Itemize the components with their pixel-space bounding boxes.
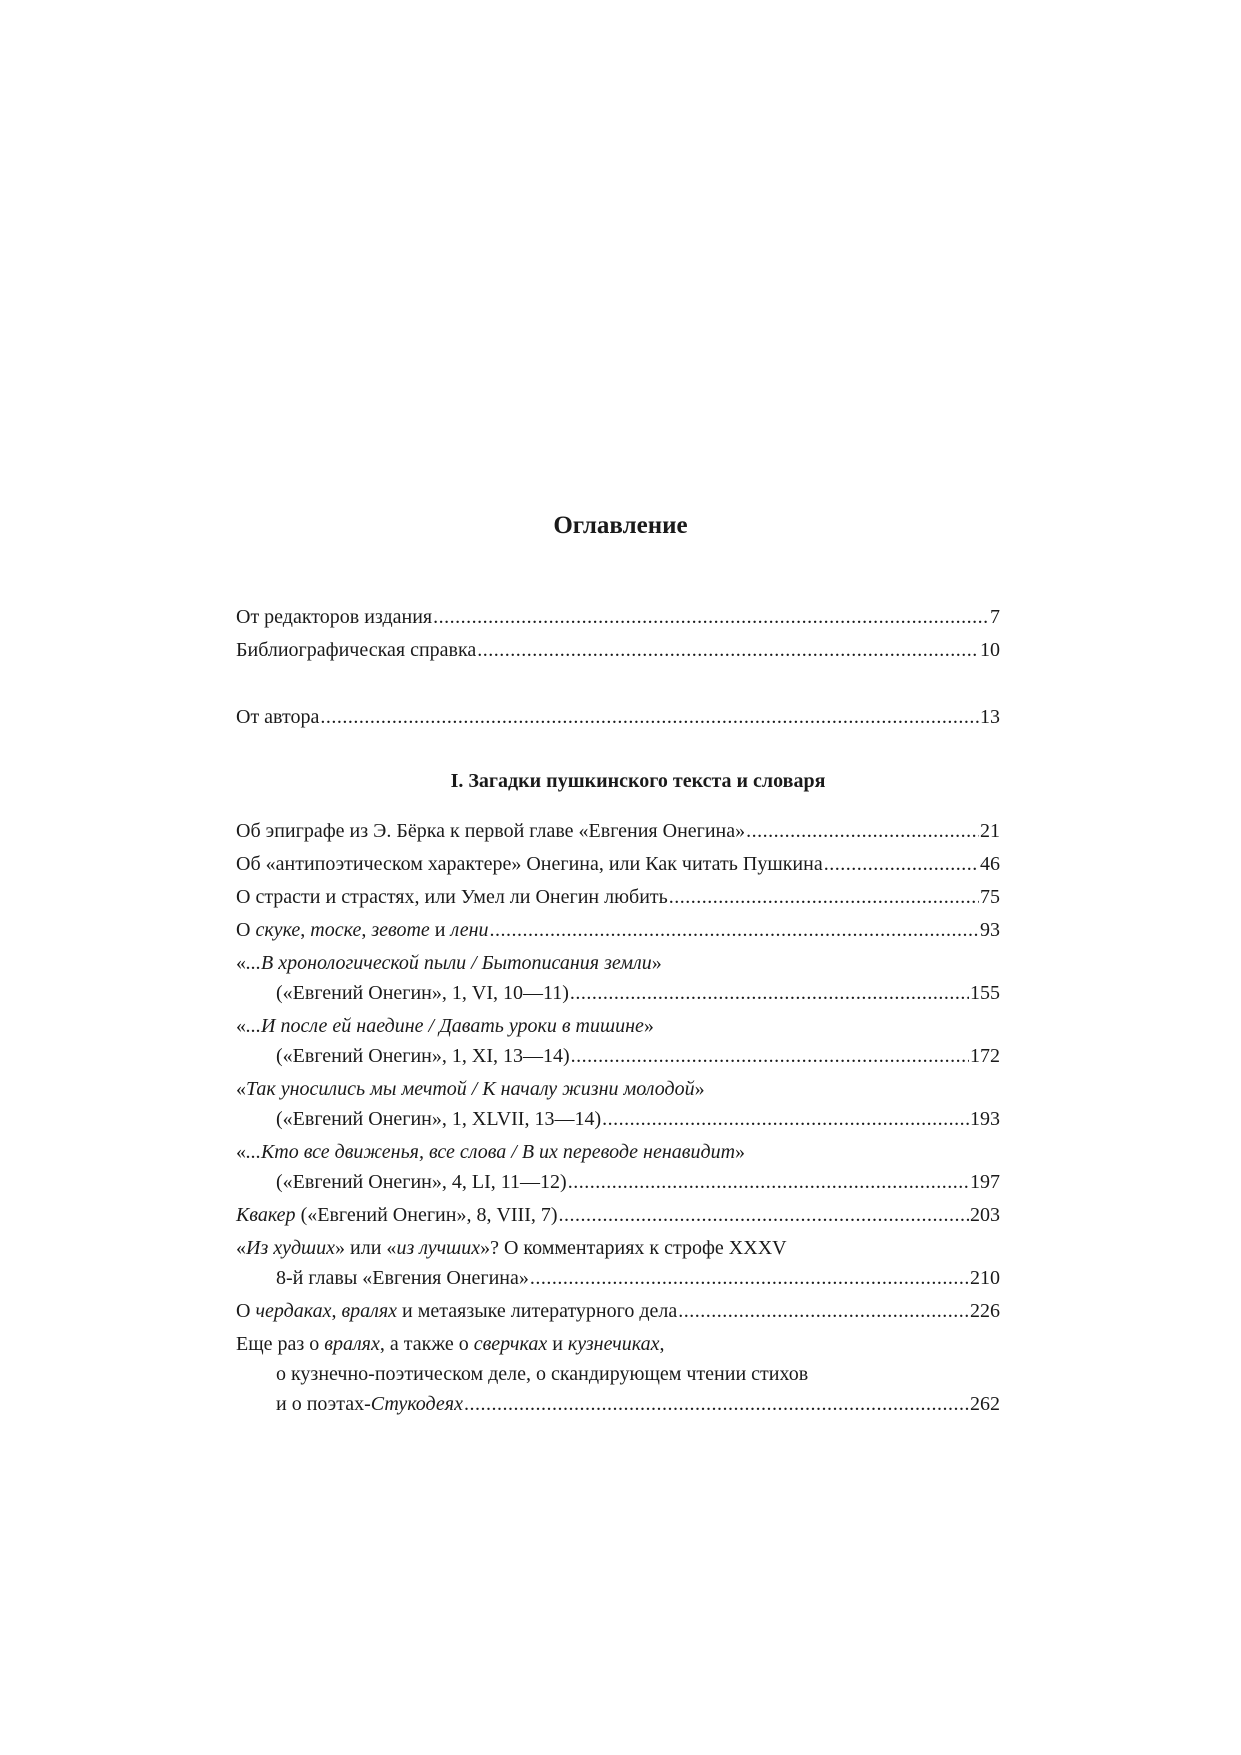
entry-text: («Евгений Онегин», 4, LI, 11—12)	[276, 1171, 567, 1193]
toc-entry[interactable]	[236, 849, 1000, 879]
entry-text: От редакторов издания	[236, 606, 433, 628]
toc-entry-line	[236, 1137, 1000, 1167]
section-entries-list	[236, 816, 1000, 1419]
dot-leader	[433, 602, 989, 632]
toc-entry-title	[276, 1389, 463, 1419]
toc-entry-line	[236, 1263, 1000, 1293]
entry-text: («Евгений Онегин», 8, VIII, 7)	[295, 1204, 558, 1226]
entry-text: и о поэтах-	[276, 1393, 371, 1415]
toc-entry-line	[236, 1011, 1000, 1041]
dot-leader	[477, 635, 979, 665]
toc-entry-title	[276, 1104, 601, 1134]
toc-page-number: 75	[980, 886, 1000, 908]
toc-entry-title	[236, 602, 432, 632]
entry-text: «	[236, 1237, 246, 1259]
entry-text: О	[236, 919, 256, 941]
toc-page-number: 262	[970, 1393, 1000, 1415]
dot-leader	[571, 1041, 969, 1071]
entry-text-italic: тоске	[310, 919, 362, 941]
toc-page-number: 193	[970, 1108, 1000, 1130]
dot-leader	[530, 1263, 969, 1293]
spacer	[236, 665, 1000, 702]
dot-leader	[746, 816, 979, 846]
dot-leader	[320, 702, 979, 732]
entry-text: о кузнечно-поэтическом деле, о скандирующем чтении стихов	[276, 1363, 809, 1385]
toc-entry-title	[236, 1296, 677, 1326]
entry-text-italic: скуке	[255, 919, 301, 941]
toc-entry-title	[236, 882, 668, 912]
toc-entry[interactable]	[236, 1011, 1000, 1071]
toc-entry[interactable]	[236, 948, 1000, 1008]
toc-page-number: 155	[970, 982, 1000, 1004]
entry-text: » или «	[335, 1237, 397, 1259]
section-heading: I. Загадки пушкинского текста и словаря	[450, 770, 826, 792]
dot-leader	[602, 1104, 969, 1134]
toc-entry-line	[236, 1041, 1000, 1071]
entry-text-italic: ...И после ей наедине / Давать уроки в тишине	[246, 1015, 644, 1037]
front-matter-list	[236, 602, 1000, 732]
toc-entry-line	[236, 948, 1000, 978]
toc-entry-title	[236, 915, 489, 945]
entry-text: , а также о	[379, 1333, 474, 1355]
toc-entry-title	[276, 978, 569, 1008]
toc-entry[interactable]	[236, 635, 1000, 665]
toc-entry[interactable]	[236, 882, 1000, 912]
entry-text: «	[236, 952, 246, 974]
toc-entry-line	[236, 702, 1000, 732]
entry-text: ,	[361, 919, 372, 941]
toc-page-number: 93	[980, 919, 1000, 941]
spacer	[236, 796, 1000, 816]
entry-text-italic: Квакер	[236, 1204, 296, 1226]
entry-text: »	[651, 952, 662, 974]
entry-text-italic: Так уносились мы мечтой / К началу жизни молодой	[246, 1078, 695, 1100]
toc-entry[interactable]	[236, 1296, 1000, 1326]
entry-text: и метаязыке литературного дела	[397, 1300, 678, 1322]
toc-entry-line	[236, 882, 1000, 912]
entry-text-italic: зевоте	[371, 919, 430, 941]
entry-text: ,	[300, 919, 311, 941]
toc-entry[interactable]	[236, 1329, 1000, 1419]
table-of-contents	[236, 602, 1000, 1419]
toc-entry[interactable]	[236, 816, 1000, 846]
entry-text: «	[236, 1078, 246, 1100]
dot-leader	[570, 978, 969, 1008]
toc-entry-line	[236, 1200, 1000, 1230]
entry-text: Библиографическая справка	[236, 639, 477, 661]
entry-text: »	[643, 1015, 654, 1037]
toc-entry-line	[236, 1104, 1000, 1134]
entry-text: О	[236, 1300, 256, 1322]
toc-page-number: 10	[980, 639, 1000, 661]
entry-text: («Евгений Онегин», 1, VI, 10—11)	[276, 982, 569, 1004]
toc-entry-line	[236, 635, 1000, 665]
dot-leader	[464, 1389, 969, 1419]
entry-text: »	[735, 1141, 746, 1163]
toc-entry-line	[236, 849, 1000, 879]
entry-text: От автора	[236, 706, 320, 728]
entry-text-italic: ...Кто все движенья, все слова / В их переводе ненавидит	[246, 1141, 736, 1163]
entry-text: О страсти и страстях, или Умел ли Онегин любить	[236, 886, 668, 908]
toc-entry-line	[236, 1233, 1000, 1263]
entry-text: («Евгений Онегин», 1, XI, 13—14)	[276, 1045, 570, 1067]
entry-text: Еще раз о	[236, 1333, 325, 1355]
entry-text: «	[236, 1141, 246, 1163]
toc-entry[interactable]	[236, 1200, 1000, 1230]
toc-page-number: 13	[980, 706, 1000, 728]
toc-entry-line	[236, 1074, 1000, 1104]
entry-text-italic: ...В хронологической пыли / Бытописания земли	[246, 952, 652, 974]
toc-entry-line	[236, 1296, 1000, 1326]
entry-text-italic: Из худших	[246, 1237, 336, 1259]
dot-leader	[678, 1296, 969, 1326]
dot-leader	[669, 882, 979, 912]
toc-page-number: 7	[990, 606, 1000, 628]
entry-text: »	[694, 1078, 705, 1100]
toc-entry-title	[236, 1200, 558, 1230]
entry-text: 8-й главы «Евгения Онегина»	[276, 1267, 529, 1289]
toc-page-number: 210	[970, 1267, 1000, 1289]
entry-text: Об эпиграфе из Э. Бёрка к первой главе «Евгения Онегина»	[236, 820, 746, 842]
toc-entry-line	[236, 1329, 1000, 1359]
dot-leader	[559, 1200, 969, 1230]
entry-text: ,	[659, 1333, 665, 1355]
toc-entry-title	[276, 1167, 567, 1197]
entry-text-italic: из лучших	[396, 1237, 481, 1259]
toc-entry-title	[236, 702, 319, 732]
toc-page-number: 197	[970, 1171, 1000, 1193]
toc-entry-title	[236, 635, 476, 665]
toc-entry[interactable]	[236, 1074, 1000, 1134]
toc-page-number: 203	[970, 1204, 1000, 1226]
toc-page-number: 21	[980, 820, 1000, 842]
toc-entry-line	[236, 1389, 1000, 1419]
spacer	[236, 732, 1000, 766]
toc-page-number: 46	[980, 853, 1000, 875]
entry-text-italic: лени	[450, 919, 489, 941]
toc-entry-line	[236, 1359, 1000, 1389]
entry-text: ,	[331, 1300, 342, 1322]
toc-page-number: 226	[970, 1300, 1000, 1322]
toc-entry-line	[236, 816, 1000, 846]
toc-entry[interactable]	[236, 915, 1000, 945]
entry-text: »? О комментариях к строфе XXXV	[480, 1237, 787, 1259]
toc-entry-line	[236, 915, 1000, 945]
entry-text-italic: чердаках	[255, 1300, 332, 1322]
entry-text: «	[236, 1015, 246, 1037]
toc-entry[interactable]	[236, 1137, 1000, 1197]
entry-text: и	[547, 1333, 568, 1355]
toc-entry[interactable]	[236, 702, 1000, 732]
toc-entry-line	[236, 602, 1000, 632]
page-title: Оглавление	[553, 512, 688, 539]
toc-entry-title	[236, 849, 823, 879]
entry-text-italic: вралях	[324, 1333, 380, 1355]
dot-leader	[568, 1167, 969, 1197]
entry-text-italic: кузнечиках	[567, 1333, 660, 1355]
toc-entry-title	[276, 1263, 529, 1293]
entry-text-italic: Стукодеях	[370, 1393, 463, 1415]
toc-page-number: 172	[970, 1045, 1000, 1067]
entry-text: и	[429, 919, 451, 941]
toc-entry-line	[236, 978, 1000, 1008]
toc-entry[interactable]	[236, 1233, 1000, 1293]
entry-text: («Евгений Онегин», 1, XLVII, 13—14)	[276, 1108, 602, 1130]
toc-entry-title	[236, 816, 745, 846]
entry-text-italic: сверчках	[473, 1333, 548, 1355]
dot-leader	[824, 849, 979, 879]
toc-entry[interactable]	[236, 602, 1000, 632]
toc-entry-title	[276, 1041, 570, 1071]
toc-entry-line	[236, 1167, 1000, 1197]
dot-leader	[490, 915, 979, 945]
entry-text-italic: вралях	[341, 1300, 398, 1322]
entry-text: Об «антипоэтическом характере» Онегина, или Как читать Пушкина	[236, 853, 823, 875]
